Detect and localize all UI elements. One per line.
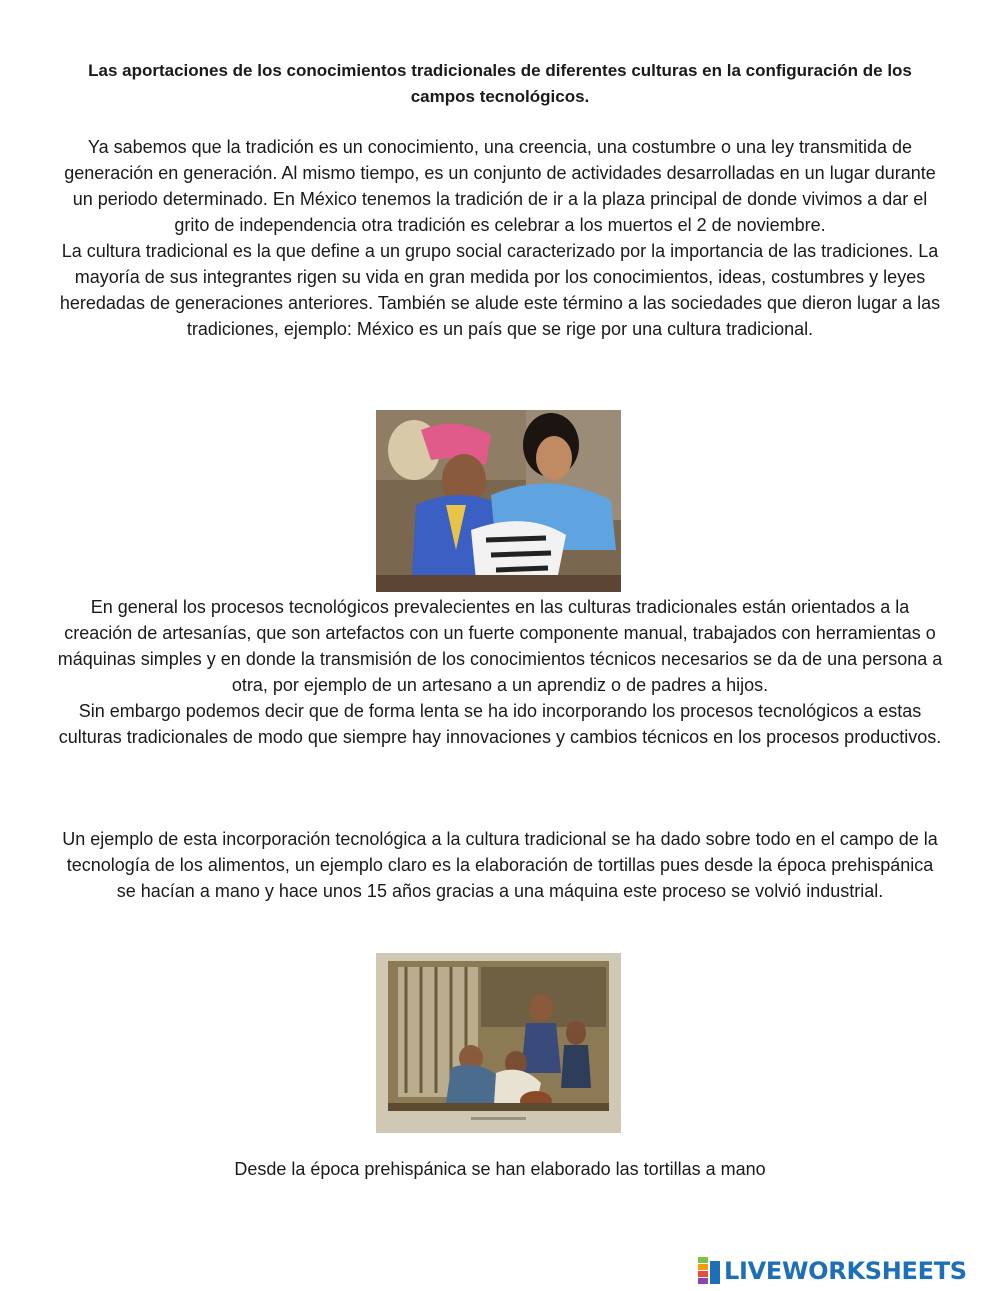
paragraph-crafts: En general los procesos tecnológicos prevalecientes en las culturas tradicionales están orientados a la creación de artesanías, que son artefactos con un fuerte componente manual, trabajados con herramientas o máquinas simples y en donde la transmisión de los conocimientos técnicos necesarios se da de una persona a otra, por ejemplo de un artesano a un aprendiz o de padres a hijos. bbox=[57, 597, 943, 695]
tortilla-paragraph: Un ejemplo de esta incorporación tecnológica a la cultura tradicional se ha dado sobre todo en el campo de la tecnología de los alimentos, un ejemplo claro es la elaboración de tortillas pues desde la época prehispánica se hacían a mano y hace unos 15 años gracias a una máquina este proceso se volvió industrial. bbox=[62, 829, 938, 901]
paragraph-innovation: Sin embargo podemos decir que de forma lenta se ha ido incorporando los procesos tecnológicos a estas culturas tradicionales de modo que siempre hay innovaciones y cambios técnicos en los procesos productivos. bbox=[58, 701, 942, 747]
tortilla-engraving bbox=[376, 953, 621, 1133]
paragraph-traditional-culture: La cultura tradicional es la que define a un grupo social caracterizado por la importancia de las tradiciones. La mayoría de sus integrantes rigen su vida en gran medida por los conocimientos, ideas, costumbres y leyes heredadas de generaciones anteriores. También se alude este término a las sociedades que dieron lugar a las tradiciones, ejemplo: México es un país que se rige por una cultura tradicional. bbox=[59, 241, 941, 339]
liveworksheets-logo bbox=[698, 1255, 967, 1287]
liveworksheets-logo-text: LIVEWORKSHEETS bbox=[724, 1257, 967, 1285]
liveworksheets-logo-icon bbox=[698, 1257, 720, 1285]
weaving-photo-illustration bbox=[376, 410, 621, 592]
paragraph-tradition: Ya sabemos que la tradición es un conocimiento, una creencia, una costumbre o una ley transmitida de generación en generación. Al mismo tiempo, es un conjunto de actividades desarrolladas en un lugar durante un periodo determinado. En México tenemos la tradición de ir a la plaza principal de donde vivimos a dar el grito de independencia otra tradición es celebrar a los muertos el 2 de noviembre. bbox=[64, 137, 936, 235]
image-caption: Desde la época prehispánica se han elaborado las tortillas a mano bbox=[234, 1159, 766, 1179]
document-title: Las aportaciones de los conocimientos tradicionales de diferentes culturas en la configuración de los campos tecnológicos. bbox=[88, 61, 912, 106]
process-paragraphs bbox=[56, 594, 944, 750]
tortilla-engraving-illustration bbox=[376, 953, 621, 1133]
intro-paragraphs bbox=[56, 134, 944, 342]
weaving-photo bbox=[376, 410, 621, 592]
